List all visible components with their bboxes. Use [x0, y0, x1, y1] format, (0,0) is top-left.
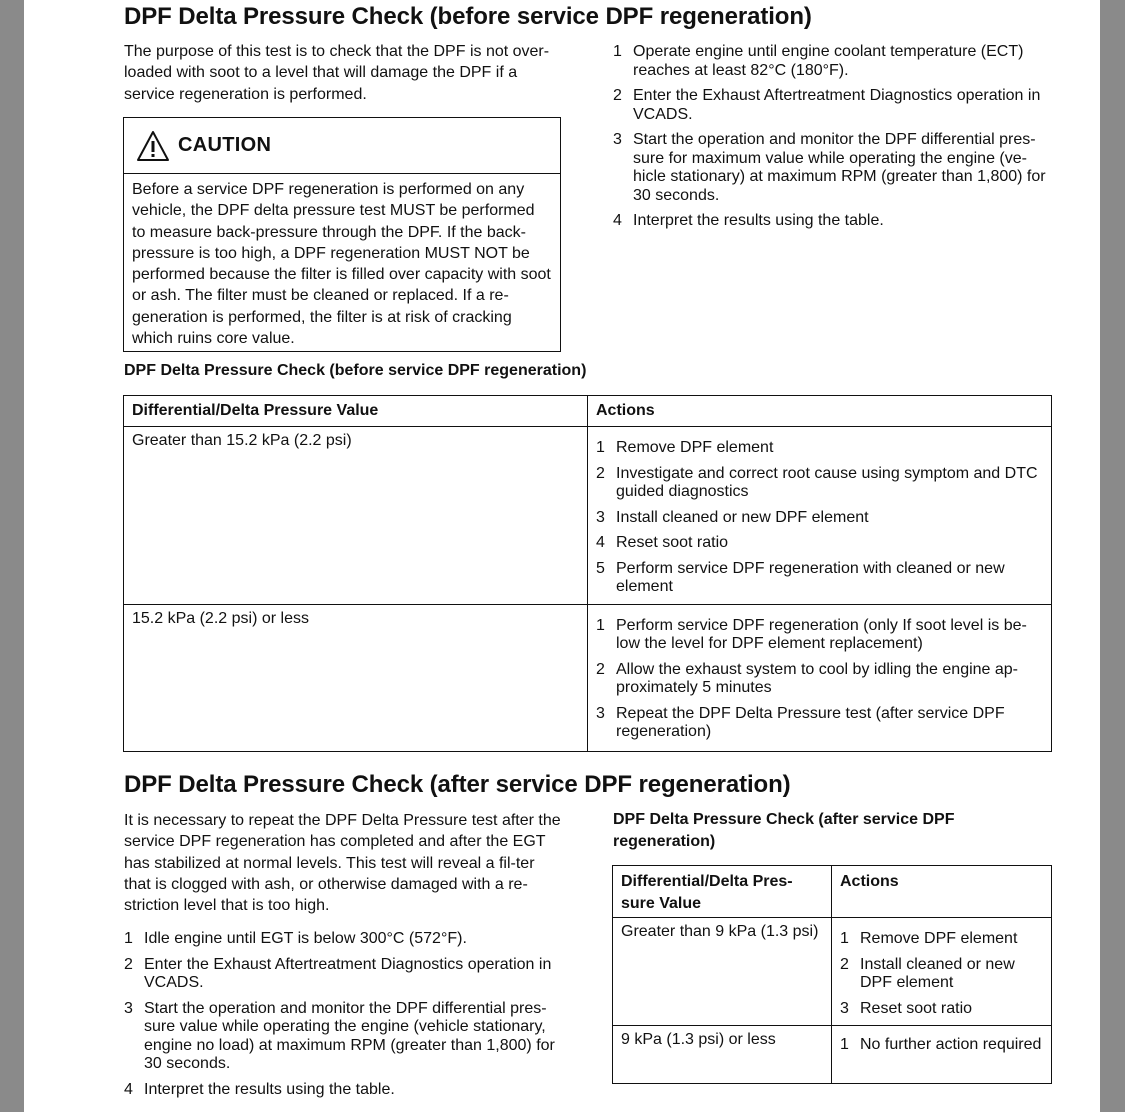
table1	[123, 395, 1052, 752]
step-number: 2	[596, 464, 605, 482]
step-number: 3	[840, 999, 849, 1017]
table2-caption: DPF Delta Pressure Check (after service DPF regeneration)	[613, 811, 955, 850]
step-text: Perform service DPF regeneration (only If soot level is be-low the level for DPF element replacement)	[616, 616, 1027, 652]
list-item	[596, 661, 1043, 698]
table1-caption: DPF Delta Pressure Check (before service DPF regeneration)	[124, 362, 587, 379]
step-number: 2	[840, 955, 849, 973]
step-text: Install cleaned or new DPF element	[616, 508, 869, 526]
document-page	[24, 0, 1100, 1112]
list-item	[613, 87, 1049, 124]
step-text: Perform service DPF regeneration with cleaned or new element	[616, 559, 1005, 595]
table2	[612, 865, 1052, 1084]
section1-intro: The purpose of this test is to check that the DPF is not over-loaded with soot to a level that will damage the DPF if a service regeneration is performed.	[124, 43, 550, 103]
step-text: Idle engine until EGT is below 300°C (572°F).	[144, 930, 467, 947]
table1-header-actions: Actions	[588, 396, 1052, 427]
table1-row2-value: 15.2 kPa (2.2 psi) or less	[124, 604, 588, 751]
list-item	[596, 534, 1043, 553]
list-item	[840, 956, 1043, 993]
table-row	[613, 1026, 1052, 1084]
list-item	[840, 930, 1043, 949]
warning-triangle-icon	[136, 130, 170, 162]
list-item	[613, 212, 1049, 231]
step-text: Start the operation and monitor the DPF differential pres-sure value while operating the engine (vehicle stationary, engine no load) at maximum RPM (greater than 1,800) for 30 seconds.	[144, 999, 555, 1072]
list-item	[596, 560, 1043, 597]
caution-body: Before a service DPF regeneration is performed on any vehicle, the DPF delta pressure test MUST be performed to measure back-pressure through the DPF. If the back-pressure is too high, a DPF regeneration MUST NOT be performed because the filter is filled over capacity with soot or ash. The filter must be cleaned or replaced. If a re-generation is performed, the filter is at risk of cracking which ruins core value.	[132, 181, 551, 348]
list-item	[124, 1000, 564, 1074]
step-text: Start the operation and monitor the DPF differential pres-sure for maximum value while operating the engine (ve-hicle stationary) at maximum RPM (greater than 1,800) for 30 seconds.	[633, 131, 1046, 204]
section2-intro: It is necessary to repeat the DPF Delta Pressure test after the service DPF regeneration has completed and after the EGT has stabilized at normal levels. This test will reveal a fil-ter that is clogged with ash, or otherwise damaged with a re-striction level that is too high.	[124, 812, 561, 915]
section1-title: DPF Delta Pressure Check (before service DPF regeneration)	[124, 3, 812, 30]
step-text: Operate engine until engine coolant temperature (ECT) reaches at least 82°C (180°F).	[633, 43, 1024, 79]
step-text: Install cleaned or new DPF element	[860, 955, 1015, 991]
list-item	[596, 509, 1043, 528]
step-number: 3	[596, 508, 605, 526]
step-number: 1	[613, 43, 622, 60]
list-item	[124, 956, 564, 993]
list-item	[613, 131, 1049, 205]
step-text: Reset soot ratio	[860, 999, 973, 1017]
step-text: Enter the Exhaust Aftertreatment Diagnostics operation in VCADS.	[144, 955, 552, 991]
step-number: 2	[596, 660, 605, 678]
step-number: 3	[124, 999, 133, 1017]
step-text: Allow the exhaust system to cool by idling the engine ap-proximately 5 minutes	[616, 660, 1019, 696]
table1-row2-actions	[596, 605, 1043, 742]
step-text: Repeat the DPF Delta Pressure test (after service DPF regeneration)	[616, 704, 1005, 740]
table-row	[124, 604, 1052, 751]
table1-row1-actions	[596, 427, 1043, 597]
step-number: 4	[613, 212, 622, 229]
list-item	[596, 439, 1043, 458]
step-number: 3	[596, 704, 605, 722]
step-number: 1	[596, 616, 605, 634]
list-item	[596, 705, 1043, 742]
step-number: 5	[596, 559, 605, 577]
table-row	[124, 427, 1052, 605]
step-text: No further action required	[860, 1036, 1042, 1053]
step-number: 1	[124, 930, 133, 947]
step-number: 2	[613, 87, 622, 104]
caution-box	[123, 117, 561, 352]
step-text: Reset soot ratio	[616, 534, 729, 551]
step-number: 2	[124, 955, 133, 973]
list-item	[613, 43, 1049, 80]
table-row	[613, 918, 1052, 1026]
step-number: 1	[840, 1036, 849, 1053]
step-text: Interpret the results using the table.	[633, 212, 884, 229]
step-number: 4	[124, 1080, 133, 1098]
step-text: Remove DPF element	[860, 930, 1018, 947]
table1-row1-value: Greater than 15.2 kPa (2.2 psi)	[124, 427, 588, 605]
step-number: 3	[613, 131, 622, 148]
table2-row1-actions	[840, 918, 1043, 1018]
list-item	[840, 1000, 1043, 1019]
section2-steps	[124, 930, 564, 1106]
step-number: 4	[596, 534, 605, 551]
list-item	[596, 617, 1043, 654]
section2-title: DPF Delta Pressure Check (after service DPF regeneration)	[124, 771, 791, 798]
list-item	[596, 465, 1043, 502]
table2-row2-value: 9 kPa (1.3 psi) or less	[613, 1026, 832, 1084]
table1-header-value: Differential/Delta Pressure Value	[124, 396, 588, 427]
caution-title: CAUTION	[178, 134, 272, 156]
table2-row2-actions	[840, 1026, 1043, 1055]
step-text: Remove DPF element	[616, 439, 774, 456]
step-number: 1	[840, 930, 849, 947]
step-text: Investigate and correct root cause using symptom and DTC guided diagnostics	[616, 464, 1038, 500]
section1-steps	[613, 43, 1049, 238]
list-item	[840, 1036, 1043, 1055]
step-text: Enter the Exhaust Aftertreatment Diagnostics operation in VCADS.	[633, 87, 1041, 123]
list-item	[124, 930, 564, 949]
caution-header	[124, 118, 560, 174]
table2-header-actions: Actions	[832, 866, 1052, 918]
table2-header-value: Differential/Delta Pres-sure Value	[613, 866, 832, 918]
list-item	[124, 1081, 564, 1100]
step-text: Interpret the results using the table.	[144, 1080, 395, 1098]
table2-row1-value: Greater than 9 kPa (1.3 psi)	[613, 918, 832, 1026]
step-number: 1	[596, 439, 605, 456]
